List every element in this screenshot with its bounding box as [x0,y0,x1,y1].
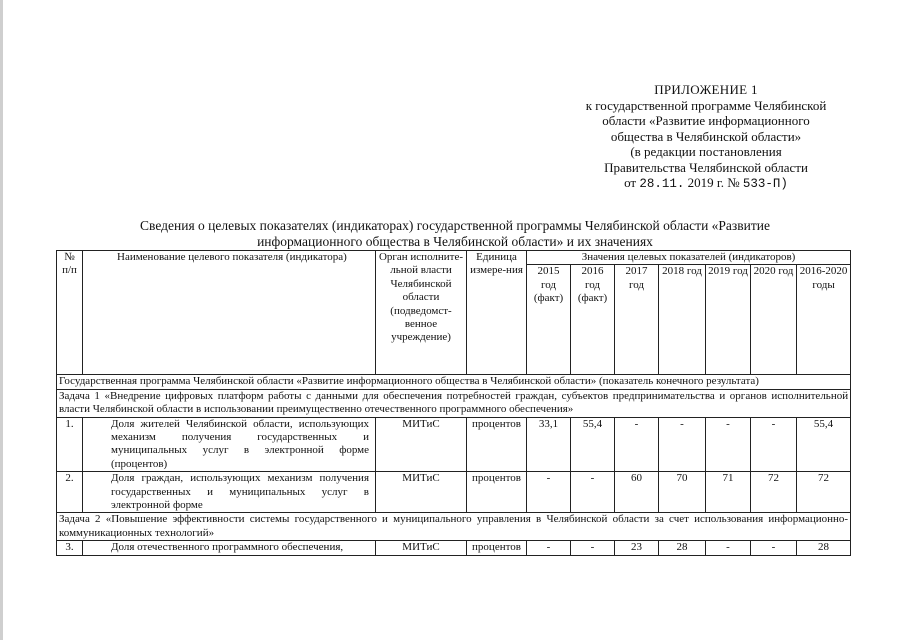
task-2-title: Задача 2 «Повышение эффективности системы государственного и муниципального управления в Челябинской области за счет использования информационно-коммуникационных технологий» [57,513,851,541]
date-prefix: от [624,175,637,190]
indicators-table [56,250,851,556]
row-value: - [527,541,571,555]
row-num: 1. [57,417,83,472]
program-title: Государственная программа Челябинской области «Развитие информационного общества в Челябинской области» (показатель конечного результата) [57,375,851,389]
header-name: Наименование целевого показателя (индикатора) [83,251,376,375]
row-value: - [751,541,797,555]
row-unit: процентов [467,472,527,513]
page-edge [0,0,3,640]
appendix-date-line [556,175,856,193]
table-row [57,472,851,513]
row-indicator-name: Доля жителей Челябинской области, использующих механизм получения государственных и муниципальных услуг в электронной форме (процентов) [83,417,376,472]
header-year: 2020 год [751,265,797,375]
header-values-group: Значения целевых показателей (индикаторов) [527,251,851,265]
row-organ: МИТиС [376,417,467,472]
row-num: 2. [57,472,83,513]
row-value: - [615,417,659,472]
heading-line-1: Сведения о целевых показателях (индикаторах) государственной программы Челябинской области «Развитие [140,218,770,233]
program-row [57,375,851,389]
row-value: 70 [659,472,706,513]
row-unit: процентов [467,541,527,555]
header-row-1 [57,251,851,265]
appendix-line: общества в Челябинской области» [610,128,802,144]
header-year: 2017 год [615,265,659,375]
row-value: 71 [706,472,751,513]
table-row [57,417,851,472]
table-row [57,541,851,555]
row-value: - [751,417,797,472]
task-row [57,389,851,417]
appendix-title: ПРИЛОЖЕНИЕ 1 [654,82,758,97]
row-value: 28 [659,541,706,555]
appendix-line: Правительства Челябинской области [604,159,808,175]
appendix-line: области «Развитие информационного [602,113,810,128]
heading-line-2: информационного общества в Челябинской области» и их значениях [257,233,653,249]
row-value: 55,4 [797,417,851,472]
document-heading [60,218,850,249]
document-date: 28.11. [639,177,685,191]
header-year: 2015 год (факт) [527,265,571,375]
header-unit: Единица измере-ния [467,251,527,375]
task-row [57,513,851,541]
header-year: 2019 год [706,265,751,375]
row-value: - [527,472,571,513]
row-value: 33,1 [527,417,571,472]
header-year: 2016 год (факт) [571,265,615,375]
row-indicator-name: Доля отечественного программного обеспечения, [83,541,376,555]
row-value: 28 [797,541,851,555]
row-value: 72 [797,472,851,513]
row-value: 23 [615,541,659,555]
document-number: 533-П) [742,177,788,191]
row-value: - [571,472,615,513]
row-value: - [571,541,615,555]
task-1-title: Задача 1 «Внедрение цифровых платформ работы с данными для обеспечения потребностей граждан, субъектов предпринимательства и органов исполнительной власти Челябинской области в использовании преимущественно отечественного программного обеспечения» [57,389,851,417]
row-value: 72 [751,472,797,513]
date-year: 2019 г. № [687,175,740,190]
row-value: 55,4 [571,417,615,472]
row-value: - [706,541,751,555]
appendix-line: к государственной программе Челябинской [585,97,827,113]
appendix-line: (в редакции постановления [630,144,782,159]
row-unit: процентов [467,417,527,472]
header-num: № п/п [57,251,83,375]
row-organ: МИТиС [376,472,467,513]
row-indicator-name: Доля граждан, использующих механизм получения государственных и муниципальных услуг в электронной форме [83,472,376,513]
row-organ: МИТиС [376,541,467,555]
row-num: 3. [57,541,83,555]
row-value: 60 [615,472,659,513]
row-value: - [659,417,706,472]
row-value: - [706,417,751,472]
header-year: 2016-2020 годы [797,265,851,375]
header-organ: Орган исполните-льной власти Челябинской области (подведомст-венное учреждение) [376,251,467,375]
appendix-block [556,82,856,193]
header-year: 2018 год [659,265,706,375]
